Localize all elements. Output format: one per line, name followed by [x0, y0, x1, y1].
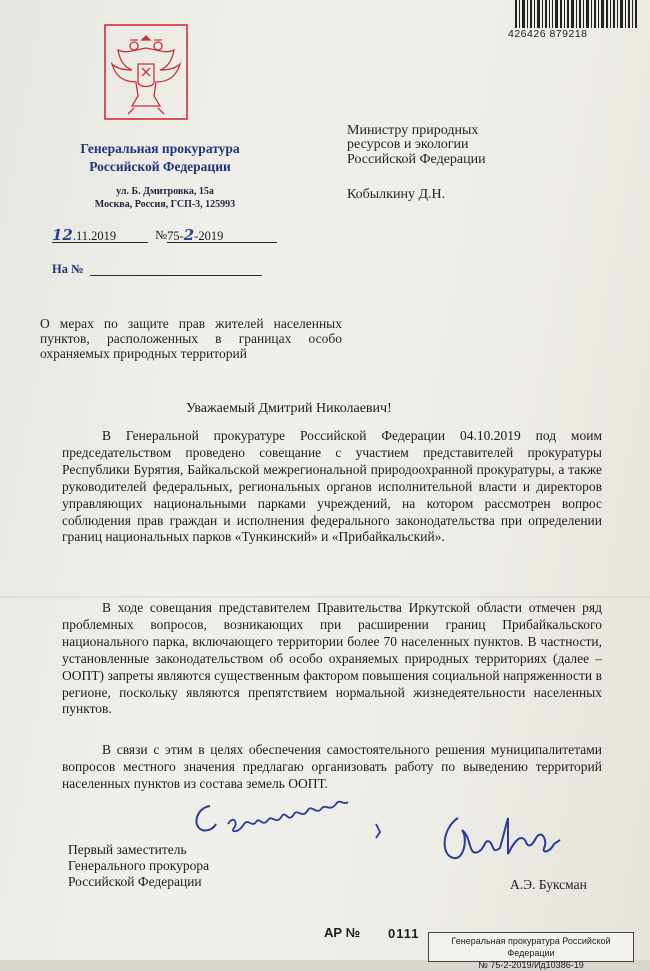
body-paragraph-2-text: В ходе совещания представителем Правительства Иркутской области отмечен ряд проблемных вопросов, возникающих при расширении границ Прибайкальского национального парка, включающего территории более 70 населенных пунктов. В частности, установленные законодательством об особо охраняемых природных территориях (далее – ООПТ) запреты являются существенным фактором повышения социальной напряженности в регионе, поскольку являются препятствием нормальной жизнедеятельности населенных пунктов.: [62, 600, 602, 717]
number-suffix: -2019: [194, 229, 224, 243]
stamp-line2: № 75-2-2019/Ид10386-19: [478, 960, 584, 970]
barcode-number: 426426 879218: [508, 28, 588, 40]
signatory-position-line2: Генерального прокурора: [68, 858, 210, 873]
recipient-line1: Министру природных: [347, 123, 479, 138]
authority-name-line2: Российской Федерации: [89, 159, 231, 174]
letter-subject: О мерах по защите прав жителей населенных пунктов, расположенных в границах особо охраняемых природных территорий: [40, 316, 342, 361]
handwritten-closing: [188, 798, 388, 842]
recipient-line2: ресурсов и экологии: [347, 137, 469, 152]
date-day-handwritten: 12: [52, 226, 73, 244]
signatory-position-line1: Первый заместитель: [68, 842, 187, 857]
salutation: Уважаемый Дмитрий Николаевич!: [186, 401, 392, 416]
body-paragraph-3: [62, 742, 602, 793]
body-paragraph-1: [62, 428, 602, 546]
coat-of-arms-icon: [104, 24, 188, 120]
reply-to-label: На №: [52, 262, 84, 276]
authority-address-line2: Москва, Россия, ГСП-3, 125993: [94, 199, 236, 210]
ap-number: 0111: [388, 926, 420, 941]
number-field: [167, 226, 277, 243]
registration-stamp: [428, 932, 634, 970]
reply-to-line: [90, 275, 262, 276]
date-month-year: .11.2019: [72, 229, 117, 243]
authority-name-line1: Генеральная прокуратура: [80, 141, 240, 156]
barcode-icon: [515, 0, 637, 28]
number-prefix: 75-: [167, 229, 184, 243]
recipient-line3: Российской Федерации: [347, 152, 486, 167]
number-sign: №: [155, 228, 168, 242]
stamp-line1: Генеральная прокуратура Российской Федерации: [451, 936, 611, 958]
signatory-position-line3: Российской Федерации: [68, 874, 202, 889]
paper-fold: [0, 596, 650, 598]
ap-label: АР №: [324, 925, 361, 940]
body-paragraph-3-text: В связи с этим в целях обеспечения самостоятельного решения муниципалитетами вопросов местного значения предлагаю организовать работу по выведению территорий населенных пунктов из состава земель ООПТ.: [62, 742, 602, 791]
signature-icon: [438, 808, 568, 862]
number-handwritten: 2: [183, 226, 195, 244]
authority-address-line1: ул. Б. Дмитровка, 15а: [116, 186, 214, 197]
body-paragraph-2: [62, 600, 602, 718]
date-field: [52, 226, 148, 243]
registration-line: [52, 226, 277, 243]
recipient-name: Кобылкину Д.Н.: [347, 187, 446, 202]
body-paragraph-1-text: В Генеральной прокуратуре Российской Федерации 04.10.2019 под моим председательством проведено совещание с участием представителей прокуратуры Республики Бурятия, Байкальской межрегиональной природоохранной прокуратуры, а также руководителей федеральных, региональных органов исполнительной власти и директоров управляющих национальными парками учреждений, на котором рассмотрен вопрос соблюдения прав граждан и исполнения федерального законодательства при определении границ национальных парков «Тункинский» и «Прибайкальский».: [62, 428, 602, 545]
signatory-name: А.Э. Буксман: [510, 877, 587, 892]
